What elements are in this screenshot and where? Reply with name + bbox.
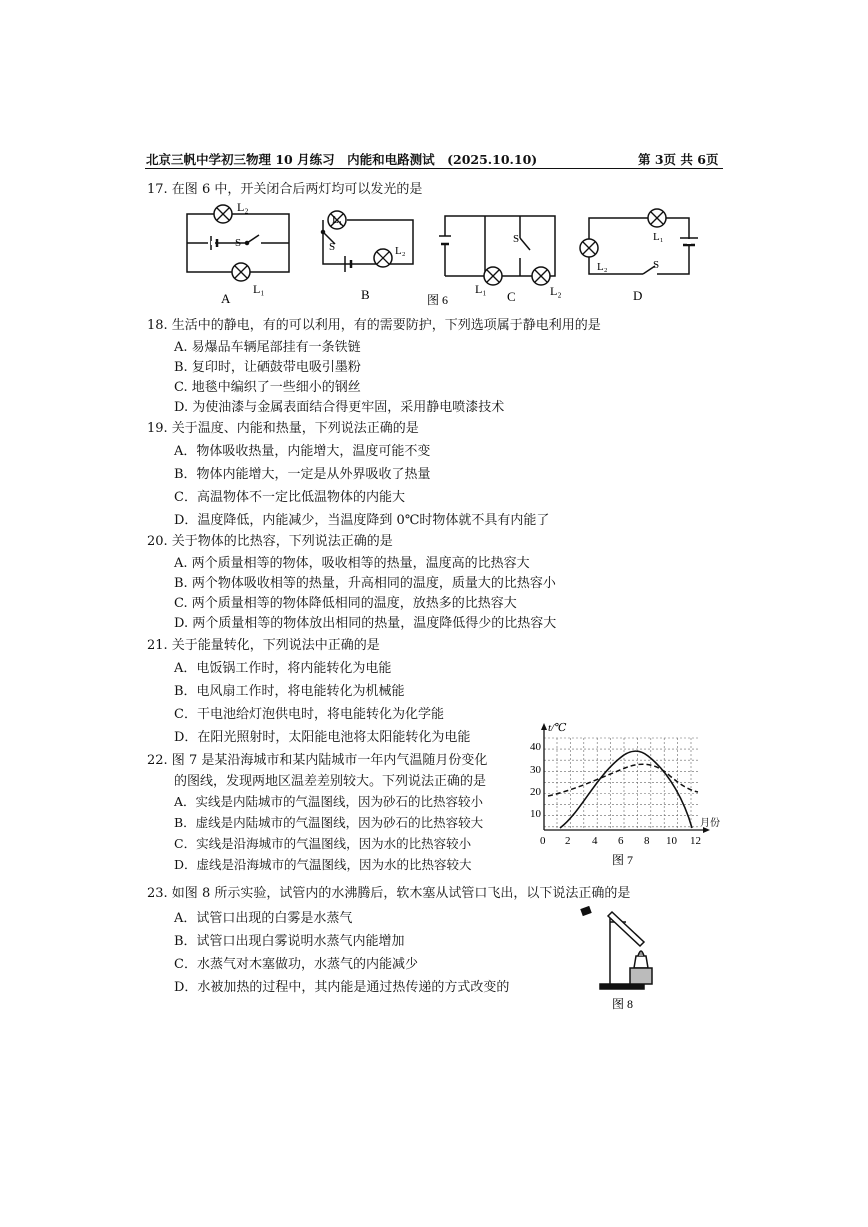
fig8-caption: 图 8 <box>612 997 634 1011</box>
x-tick-2: 2 <box>565 835 571 847</box>
circuit-figure-6 <box>175 198 715 310</box>
q22-option-d: D．虚线是沿海城市的气温图线，因为水的比热容较大 <box>174 857 472 872</box>
y-tick-30: 30 <box>530 764 541 776</box>
header-rule <box>145 168 723 169</box>
q21-option-a: A．电饭锅工作时，将内能转化为电能 <box>174 661 392 676</box>
q18-option-a: A. 易爆品车辆尾部挂有一条铁链 <box>174 340 361 355</box>
q23-option-c: C．水蒸气对木塞做功，水蒸气的内能减少 <box>174 957 418 972</box>
q17-stem: 17. 在图 6 中，开关闭合后两灯均可以发光的是 <box>147 182 423 197</box>
header-page: 第 3页 共 6页 <box>638 152 719 167</box>
y-tick-10: 10 <box>530 808 541 820</box>
fig6-caption: 图 6 <box>427 293 449 307</box>
svg-text:S: S <box>653 259 660 271</box>
q18-option-c: C. 地毯中编织了一些细小的钢丝 <box>174 380 361 395</box>
label-d: D <box>633 288 643 303</box>
q23-option-b: B．试管口出现白雾说明水蒸气内能增加 <box>174 934 405 949</box>
chart-grid <box>544 738 700 830</box>
solid-temperature-curve <box>560 751 692 828</box>
label-l2: L₂ <box>237 200 249 214</box>
label-l1: L₁ <box>253 282 265 296</box>
lamp-icon <box>232 263 250 281</box>
label-c: C <box>507 289 516 304</box>
label-a: A <box>221 291 231 306</box>
label-b: B <box>361 287 370 302</box>
q22-stem-line2: 的图线，发现两地区温差差别较大。下列说法正确的是 <box>174 774 487 789</box>
q19-option-a: A．物体吸收热量，内能增大，温度可能不变 <box>174 444 431 459</box>
svg-text:L₂: L₂ <box>597 261 608 273</box>
q22-option-c: C．实线是沿海城市的气温图线，因为水的比热容较小 <box>174 836 472 851</box>
x-tick-8: 8 <box>644 835 650 847</box>
q23-option-d: D．水被加热的过程中，其内能是通过热传递的方式改变的 <box>174 980 510 995</box>
q21-option-d: D．在阳光照射时，太阳能电池将太阳能转化为电能 <box>174 730 471 745</box>
test-tube-apparatus-figure-8 <box>578 906 668 1016</box>
temperature-chart-figure-7 <box>520 718 720 868</box>
y-tick-40: 40 <box>530 741 541 753</box>
q18-option-b: B. 复印时，让硒鼓带电吸引墨粉 <box>174 360 361 375</box>
q19-option-c: C．高温物体不一定比低温物体的内能大 <box>174 490 405 505</box>
x-tick-4: 4 <box>592 835 598 847</box>
q20-option-c: C. 两个质量相等的物体降低相同的温度，放热多的比热容大 <box>174 596 517 611</box>
q22-stem-line1: 22. 图 7 是某沿海城市和某内陆城市一年内气温随月份变化 <box>147 753 488 768</box>
q20-option-a: A. 两个质量相等的物体，吸收相等的热量，温度高的比热容大 <box>174 556 530 571</box>
x-tick-6: 6 <box>618 835 624 847</box>
q19-option-b: B．物体内能增大，一定是从外界吸收了热量 <box>174 467 431 482</box>
q20-option-b: B. 两个物体吸收相等的热量，升高相同的温度，质量大的比热容小 <box>174 576 556 591</box>
svg-text:S: S <box>513 233 520 245</box>
q20-option-d: D. 两个质量相等的物体放出相同的热量，温度降低得少的比热容大 <box>174 616 557 631</box>
svg-text:L₂: L₂ <box>550 284 562 298</box>
svg-text:L₂: L₂ <box>395 245 406 257</box>
q23-option-a: A．试管口出现的白雾是水蒸气 <box>174 911 353 926</box>
header-title: 北京三帆中学初三物理 10 月练习 内能和电路测试 (2025.10.10) <box>146 152 538 167</box>
q19-option-d: D．温度降低，内能减少，当温度降到 0℃时物体就不具有内能了 <box>174 513 550 528</box>
label-s: S <box>235 237 242 249</box>
svg-text:L₁: L₁ <box>475 282 487 296</box>
q22-option-a: A．实线是内陆城市的气温图线，因为砂石的比热容较小 <box>174 794 484 809</box>
lamp-icon <box>214 205 232 223</box>
svg-text:S: S <box>329 241 336 253</box>
q18-stem: 18. 生活中的静电，有的可以利用，有的需要防护，下列选项属于静电利用的是 <box>147 318 601 333</box>
svg-text:L₁: L₁ <box>653 231 664 243</box>
q20-stem: 20. 关于物体的比热容，下列说法正确的是 <box>147 534 393 549</box>
x-tick-10: 10 <box>666 835 677 847</box>
svg-text:L₁: L₁ <box>332 214 343 226</box>
q21-option-c: C．干电池给灯泡供电时，将电能转化为化学能 <box>174 707 444 722</box>
q22-option-b: B．虚线是内陆城市的气温图线，因为砂石的比热容较大 <box>174 815 484 830</box>
y-axis-label: t/℃ <box>548 722 567 734</box>
q21-option-b: B．电风扇工作时，将电能转化为机械能 <box>174 684 405 699</box>
q19-stem: 19. 关于温度、内能和热量，下列说法正确的是 <box>147 421 419 436</box>
x-axis-label: 月份 <box>700 818 720 829</box>
q23-stem: 23. 如图 8 所示实验，试管内的水沸腾后，软木塞从试管口飞出，以下说法正确的是 <box>147 886 631 901</box>
x-tick-12: 12 <box>690 835 701 847</box>
x-tick-0: 0 <box>540 835 546 847</box>
q21-stem: 21. 关于能量转化，下列说法中正确的是 <box>147 638 380 653</box>
y-tick-20: 20 <box>530 786 541 798</box>
fig7-caption: 图 7 <box>612 853 634 867</box>
q18-option-d: D. 为使油漆与金属表面结合得更牢固，采用静电喷漆技术 <box>174 400 505 415</box>
